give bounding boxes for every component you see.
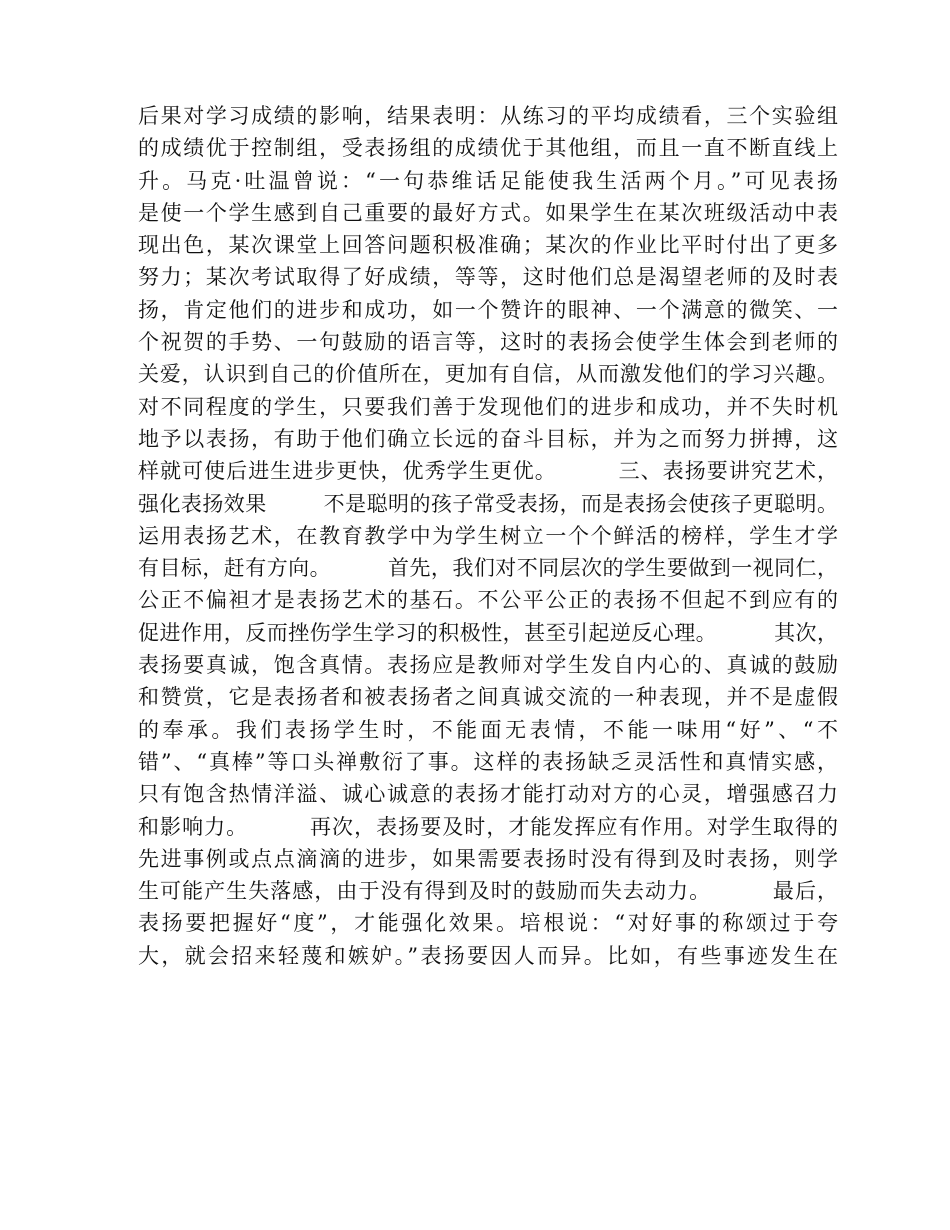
text-line: 先进事例或点点滴滴的进步，如果需要表扬时没有得到及时表扬，则学: [138, 846, 838, 871]
text-line: 后果对学习成绩的影响，结果表明：从练习的平均成绩看，三个实验组: [138, 104, 838, 128]
text-line: 扬，肯定他们的进步和成功，如一个赞许的眼神、一个满意的微笑、一: [138, 297, 838, 322]
text-line: 大，就会招来轻蔑和嫉妒。”表扬要因人而异。比如，有些事迹发生在: [138, 943, 838, 968]
text-line: 强化表扬效果 不是聪明的孩子常受表扬，而是表扬会使孩子更聪明。: [138, 491, 838, 516]
text-line: 努力；某次考试取得了好成绩，等等，这时他们总是渴望老师的及时表: [138, 265, 838, 290]
text-line: 是使一个学生感到自己重要的最好方式。如果学生在某次班级活动中表: [138, 200, 838, 225]
text-line: 和影响力。 再次，表扬要及时，才能发挥应有作用。对学生取得的: [138, 814, 838, 839]
text-line: 错”、“真棒”等口头禅敷衍了事。这样的表扬缺乏灵活性和真情实感，: [138, 749, 838, 774]
text-line: 地予以表扬，有助于他们确立长远的奋斗目标，并为之而努力拼搏，这: [138, 426, 838, 451]
text-line: 有目标，赶有方向。 首先，我们对不同层次的学生要做到一视同仁，: [138, 556, 838, 581]
body-text: [138, 100, 838, 972]
text-line: 关爱，认识到自己的价值所在，更加有自信，从而激发他们的学习兴趣。: [138, 362, 838, 387]
text-line: 对不同程度的学生，只要我们善于发现他们的进步和成功，并不失时机: [138, 394, 838, 419]
text-line: 样就可使后进生进步更快，优秀学生更优。 三、表扬要讲究艺术，: [138, 459, 838, 484]
text-line: 促进作用，反而挫伤学生学习的积极性，甚至引起逆反心理。 其次，: [138, 620, 838, 645]
text-line: 的成绩优于控制组，受表扬组的成绩优于其他组，而且一直不断直线上: [138, 136, 838, 161]
text-line: 的奉承。我们表扬学生时，不能面无表情，不能一味用“好”、“不: [138, 717, 838, 742]
text-line: 升。马克·吐温曾说：“一句恭维话足能使我生活两个月。”可见表扬: [138, 168, 838, 193]
text-line: 只有饱含热情洋溢、诚心诚意的表扬才能打动对方的心灵，增强感召力: [138, 782, 838, 807]
text-line: 生可能产生失落感，由于没有得到及时的鼓励而失去动力。 最后，: [138, 879, 838, 904]
text-line: 运用表扬艺术，在教育教学中为学生树立一个个鲜活的榜样，学生才学: [138, 523, 838, 548]
text-line: 公正不偏袒才是表扬艺术的基石。不公平公正的表扬不但起不到应有的: [138, 588, 838, 613]
text-line: 个祝贺的手势、一句鼓励的语言等，这时的表扬会使学生体会到老师的: [138, 330, 838, 355]
text-line: 表扬要真诚，饱含真情。表扬应是教师对学生发自内心的、真诚的鼓励: [138, 653, 838, 678]
text-line: 表扬要把握好“度”，才能强化效果。培根说：“对好事的称颂过于夸: [138, 911, 838, 936]
text-line: 现出色，某次课堂上回答问题积极准确；某次的作业比平时付出了更多: [138, 233, 838, 258]
text-line: 和赞赏，它是表扬者和被表扬者之间真诚交流的一种表现，并不是虚假: [138, 685, 838, 710]
